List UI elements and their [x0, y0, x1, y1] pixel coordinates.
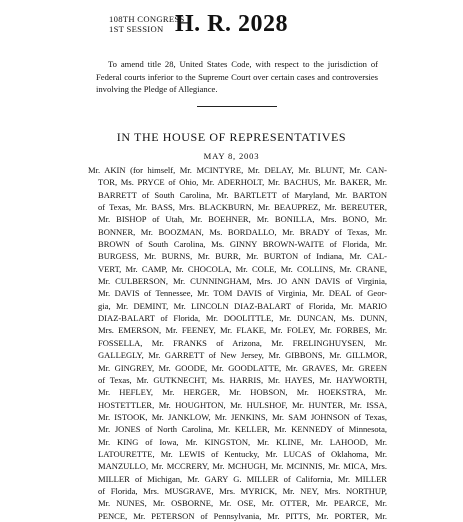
sponsor-line: Mr. CULBERSON, Mr. CUNNINGHAM, Mrs. JO ANN DAVIS of Virginia, — [98, 276, 387, 287]
sponsor-line: gia, Mr. DEMINT, Mr. LINCOLN DIAZ-BALART of Florida, Mr. MARIO — [98, 300, 387, 311]
sponsor-line: BARRETT of South Carolina, Mr. BARTLETT of Maryland, Mr. BARTON — [98, 189, 387, 200]
sponsor-line: of Texas, Mr. GUTKNECHT, Ms. HARRIS, Mr. HAYES, Mr. HAYWORTH, — [98, 374, 387, 385]
sponsor-line: Mr. JONES of North Carolina, Mr. KELLER, Mr. KENNEDY of Minnesota, — [98, 424, 387, 435]
sponsor-line: Mr. ISTOOK, Mr. JANKLOW, Mr. JENKINS, Mr. SAM JOHNSON of Texas, — [98, 411, 387, 422]
sponsor-line: Mr. NUNES, Mr. OSBORNE, Mr. OSE, Mr. OTTER, Mr. PEARCE, Mr. — [98, 498, 387, 509]
sponsor-line: HOSTETTLER, Mr. HOUGHTON, Mr. HULSHOF, Mr. HUNTER, Mr. ISSA, — [98, 399, 387, 410]
sponsor-line: TOR, Ms. PRYCE of Ohio, Mr. ADERHOLT, Mr. BACHUS, Mr. BAKER, Mr. — [98, 177, 387, 188]
sponsor-line: PENCE, Mr. PETERSON of Pennsylvania, Mr. PITTS, Mr. PORTER, Mr. — [98, 510, 387, 521]
sponsor-line: BONNER, Mr. BOOZMAN, Ms. BORDALLO, Mr. BRADY of Texas, Mr. — [98, 226, 387, 237]
sponsor-line: of Texas, Mr. BASS, Mrs. BLACKBURN, Mr. BEAUPREZ, Mr. BEREUTER, — [98, 202, 387, 213]
chamber-heading: IN THE HOUSE OF REPRESENTATIVES — [116, 130, 347, 144]
sponsor-line: Mr. AKIN (for himself, Mr. MCINTYRE, Mr. DELAY, Mr. BLUNT, Mr. CAN- — [88, 165, 387, 175]
sponsor-line: Mr. KING of Iowa, Mr. KINGSTON, Mr. KLINE, Mr. LAHOOD, Mr. — [98, 436, 387, 447]
sponsor-list — [88, 164, 387, 522]
sponsor-line: Mr. DAVIS of Tennessee, Mr. TOM DAVIS of Virginia, Mr. DEAL of Geor- — [98, 288, 387, 299]
congress-label: 108TH CONGRESS — [109, 14, 185, 24]
sponsor-line: Mr. HEFLEY, Mr. HERGER, Mr. HOBSON, Mr. HOEKSTRA, Mr. — [98, 387, 387, 398]
sponsor-line: VERT, Mr. CAMP, Mr. CHOCOLA, Mr. COLE, Mr. COLLINS, Mr. CRANE, — [98, 263, 387, 274]
sponsor-line: MILLER of Michigan, Mr. GARY G. MILLER of California, Mr. MILLER — [98, 473, 387, 484]
congress-session-block — [109, 14, 185, 34]
sponsor-line: Mr. BISHOP of Utah, Mr. BOEHNER, Mr. BONILLA, Mrs. BONO, Mr. — [98, 214, 387, 225]
sponsor-line: LATOURETTE, Mr. LEWIS of Kentucky, Mr. LUCAS of Oklahoma, Mr. — [98, 448, 387, 459]
bill-number: H. R. 2028 — [175, 11, 288, 37]
sponsor-line: FOSSELLA, Mr. FRANKS of Arizona, Mr. FRELINGHUYSEN, Mr. — [98, 337, 387, 348]
sponsor-line: DIAZ-BALART of Florida, Mr. DOOLITTLE, Mr. DUNCAN, Ms. DUNN, — [98, 313, 387, 324]
sponsor-line: MANZULLO, Mr. MCCRERY, Mr. MCHUGH, Mr. MCINNIS, Mr. MICA, Mrs. — [98, 461, 387, 472]
sponsor-line: Mr. GINGREY, Mr. GOODE, Mr. GOODLATTE, Mr. GRAVES, Mr. GREEN — [98, 362, 387, 373]
session-label: 1ST SESSION — [109, 24, 164, 34]
sponsor-line: Mrs. EMERSON, Mr. FEENEY, Mr. FLAKE, Mr. FOLEY, Mr. FORBES, Mr. — [98, 325, 387, 336]
sponsor-line: of Florida, Mrs. MUSGRAVE, Mrs. MYRICK, Mr. NEY, Mrs. NORTHUP, — [98, 485, 387, 496]
bill-purpose: To amend title 28, United States Code, with respect to the jurisdiction of Federal courts inferior to the Supreme Court over certain cases and controversies involving the Pledge of Allegiance. — [96, 59, 378, 94]
introduction-date: MAY 8, 2003 — [203, 151, 260, 161]
sponsor-line: BROWN of South Carolina, Ms. GINNY BROWN-WAITE of Florida, Mr. — [98, 239, 387, 250]
sponsor-line: BURGESS, Mr. BURNS, Mr. BURR, Mr. BURTON of Indiana, Mr. CAL- — [98, 251, 387, 262]
sponsor-line: GALLEGLY, Mr. GARRETT of New Jersey, Mr. GIBBONS, Mr. GILLMOR, — [98, 350, 387, 361]
divider-rule — [197, 106, 277, 107]
